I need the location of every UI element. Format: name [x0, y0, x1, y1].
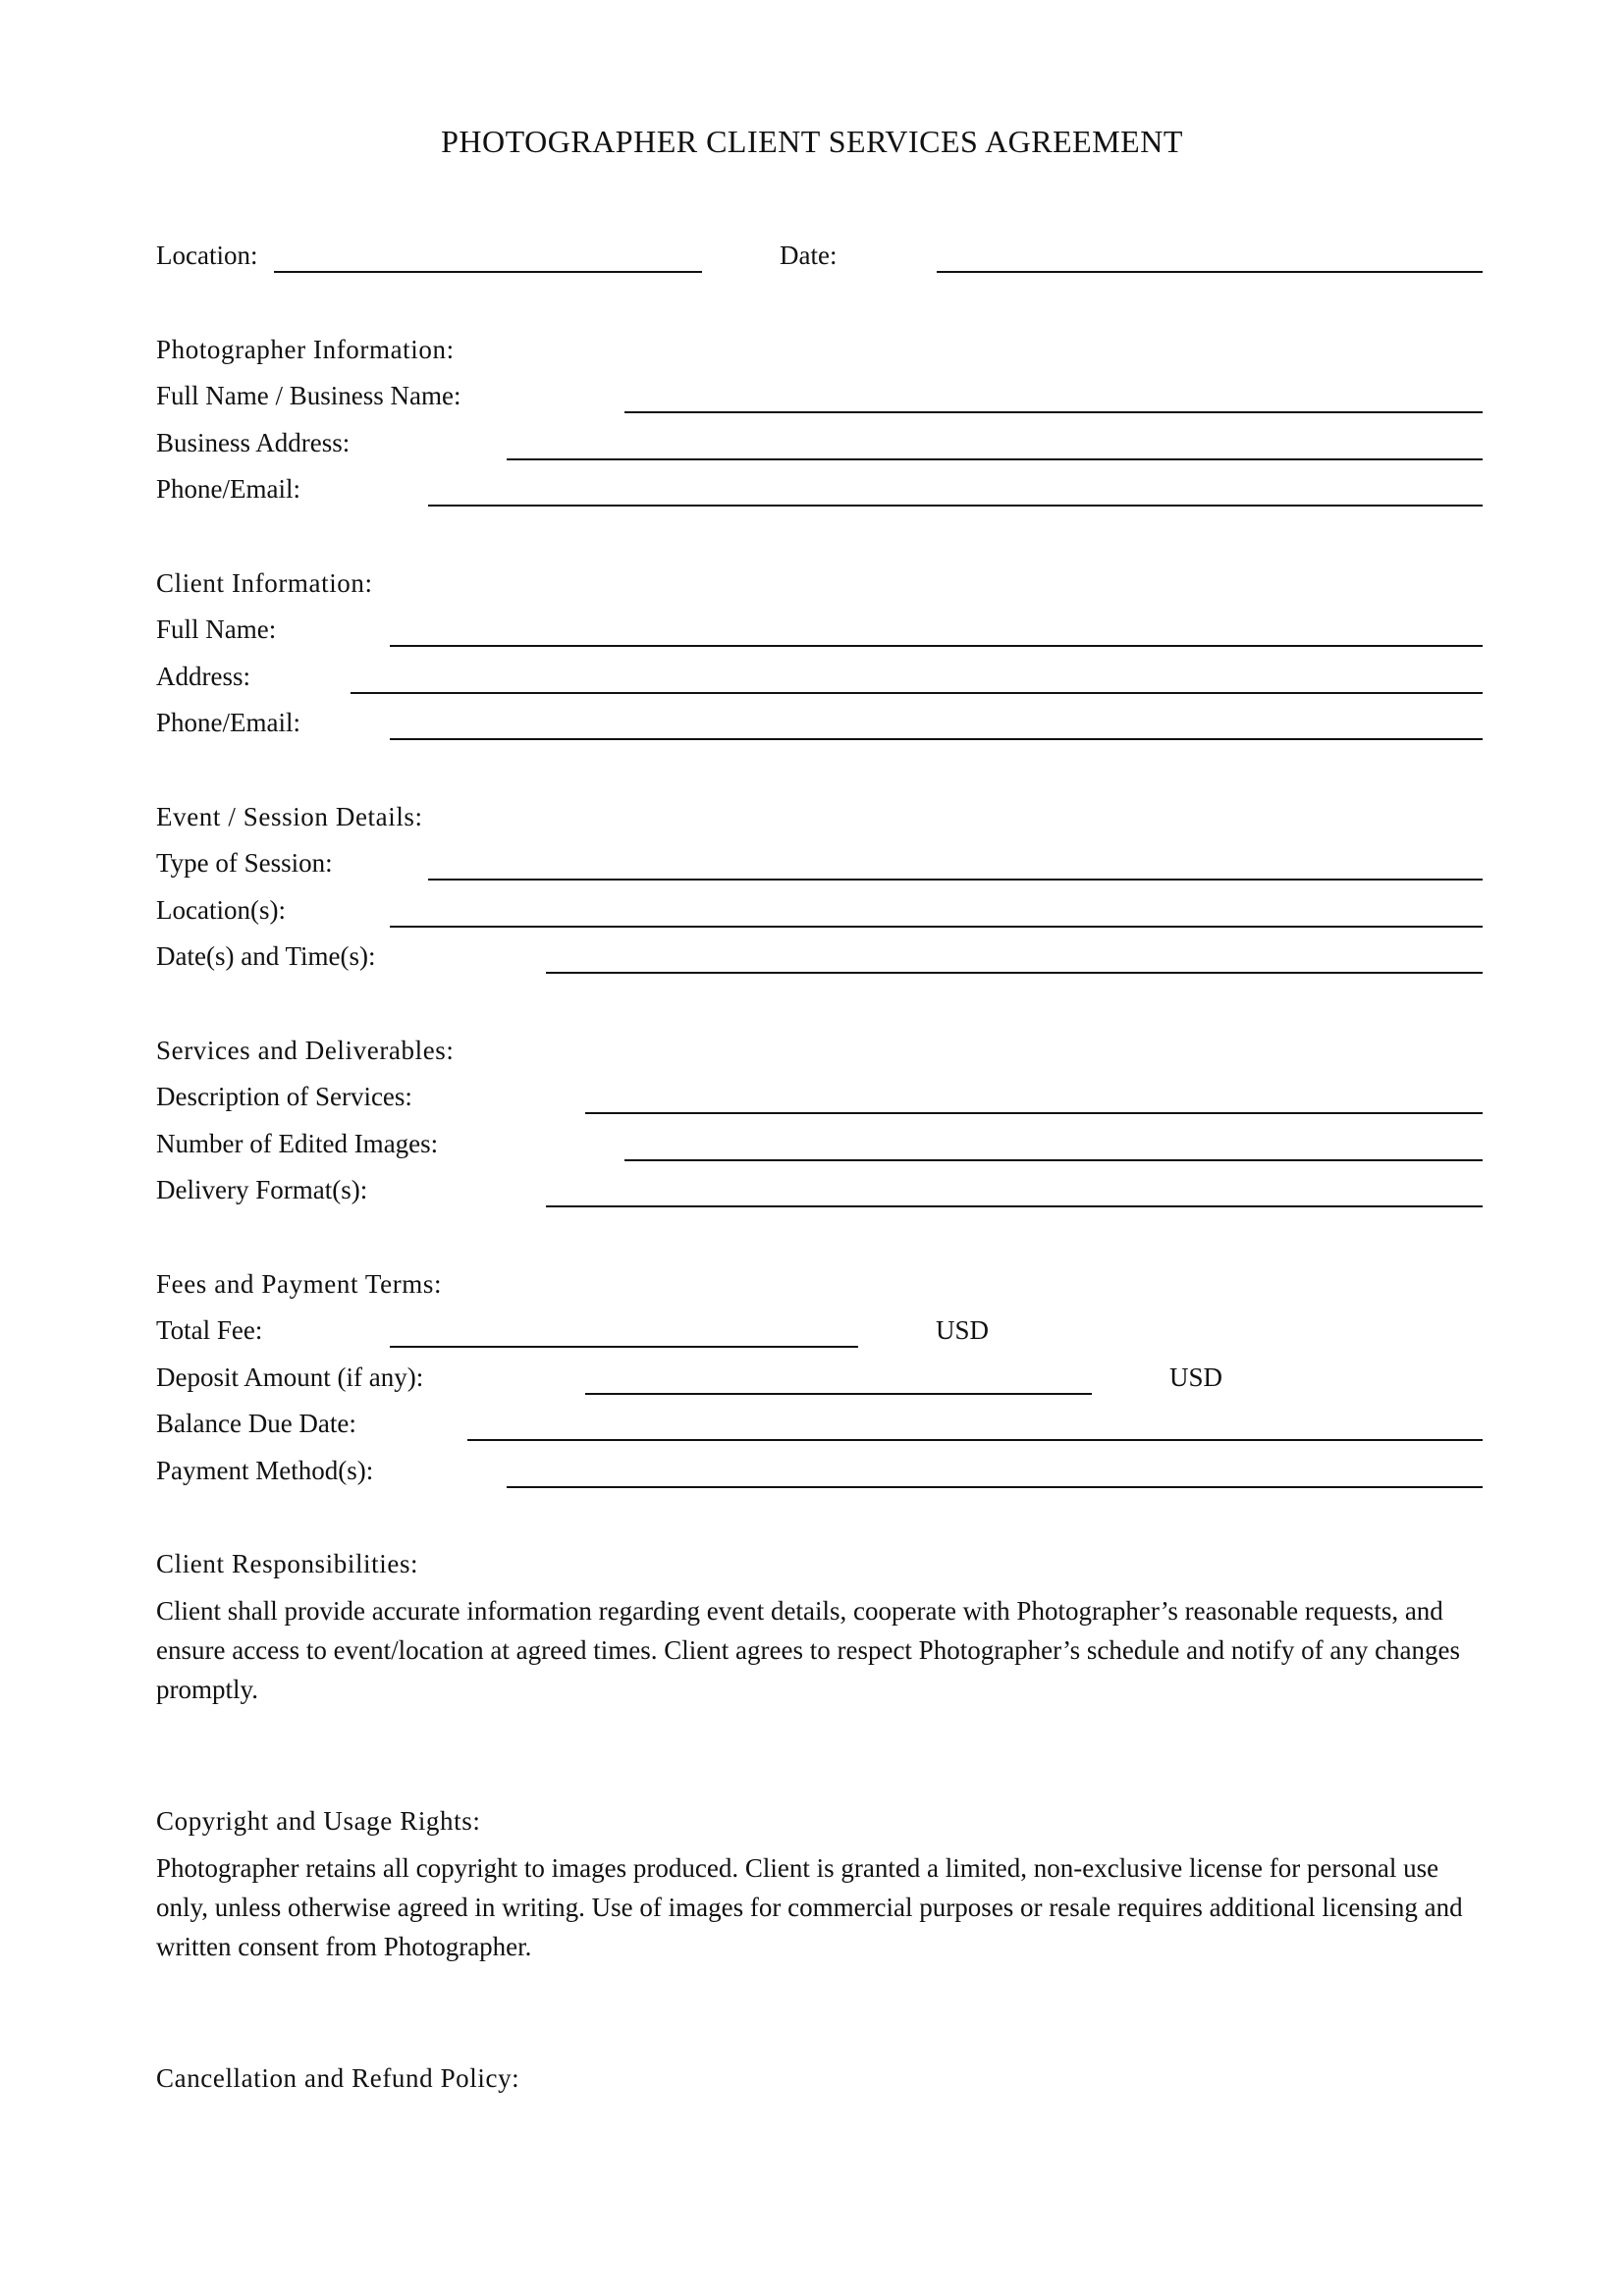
session-type-label: Type of Session:: [156, 848, 333, 878]
copyright-paragraph: Photographer retains all copyright to images produced. Client is granted a limited, non-exclusive license for personal use only, unless otherwise agreed in writing. Use of images for commercial purposes or resale requires additional licensing and written consent from Photographer.: [156, 1853, 1463, 1961]
copyright-section-heading: Copyright and Usage Rights:: [156, 1806, 481, 1836]
deposit-currency: USD: [1169, 1362, 1223, 1392]
fees-section-heading: Fees and Payment Terms:: [156, 1269, 443, 1299]
photographer-address-label: Business Address:: [156, 428, 351, 457]
total-fee-label: Total Fee:: [156, 1315, 263, 1345]
balance-due-field-line[interactable]: [467, 1439, 1483, 1441]
client-name-label: Full Name:: [156, 614, 277, 644]
date-field-line[interactable]: [937, 271, 1483, 273]
edited-images-label: Number of Edited Images:: [156, 1129, 439, 1158]
photographer-contact-field-line[interactable]: [428, 505, 1483, 507]
location-field-line[interactable]: [274, 271, 702, 273]
edited-images-field-line[interactable]: [624, 1159, 1483, 1161]
session-type-field-line[interactable]: [428, 879, 1483, 881]
services-description-label: Description of Services:: [156, 1082, 412, 1111]
services-section-heading: Services and Deliverables:: [156, 1036, 455, 1065]
client-address-field-line[interactable]: [351, 692, 1483, 694]
photographer-address-field-line[interactable]: [507, 458, 1483, 460]
document-title: PHOTOGRAPHER CLIENT SERVICES AGREEMENT: [441, 124, 1183, 159]
photographer-contact-label: Phone/Email:: [156, 474, 300, 504]
delivery-format-field-line[interactable]: [546, 1205, 1483, 1207]
event-section-heading: Event / Session Details:: [156, 802, 423, 831]
deposit-field-line[interactable]: [585, 1393, 1092, 1395]
date-label: Date:: [780, 240, 838, 270]
cancellation-section-heading: Cancellation and Refund Policy:: [156, 2063, 520, 2093]
client-contact-label: Phone/Email:: [156, 708, 300, 737]
payment-method-label: Payment Method(s):: [156, 1456, 374, 1485]
balance-due-label: Balance Due Date:: [156, 1409, 356, 1438]
deposit-label: Deposit Amount (if any):: [156, 1362, 424, 1392]
total-fee-field-line[interactable]: [390, 1346, 858, 1348]
delivery-format-label: Delivery Format(s):: [156, 1175, 368, 1204]
responsibilities-paragraph: Client shall provide accurate information regarding event details, cooperate with Photographer’s reasonable requests, and ensure access to event/location at agreed times. Client agrees to respect Photographer’s schedule and notify of any changes promptly.: [156, 1596, 1461, 1704]
location-label: Location:: [156, 240, 258, 270]
payment-method-field-line[interactable]: [507, 1486, 1483, 1488]
client-address-label: Address:: [156, 662, 250, 691]
responsibilities-section-heading: Client Responsibilities:: [156, 1549, 419, 1578]
photographer-section-heading: Photographer Information:: [156, 335, 455, 364]
event-datetime-field-line[interactable]: [546, 972, 1483, 974]
event-locations-label: Location(s):: [156, 895, 286, 925]
total-fee-currency: USD: [936, 1315, 990, 1345]
event-datetime-label: Date(s) and Time(s):: [156, 941, 376, 971]
client-section-heading: Client Information:: [156, 568, 373, 598]
client-name-field-line[interactable]: [390, 645, 1483, 647]
event-locations-field-line[interactable]: [390, 926, 1483, 928]
photographer-name-field-line[interactable]: [624, 411, 1483, 413]
client-contact-field-line[interactable]: [390, 738, 1483, 740]
photographer-name-label: Full Name / Business Name:: [156, 381, 461, 410]
services-description-field-line[interactable]: [585, 1112, 1483, 1114]
